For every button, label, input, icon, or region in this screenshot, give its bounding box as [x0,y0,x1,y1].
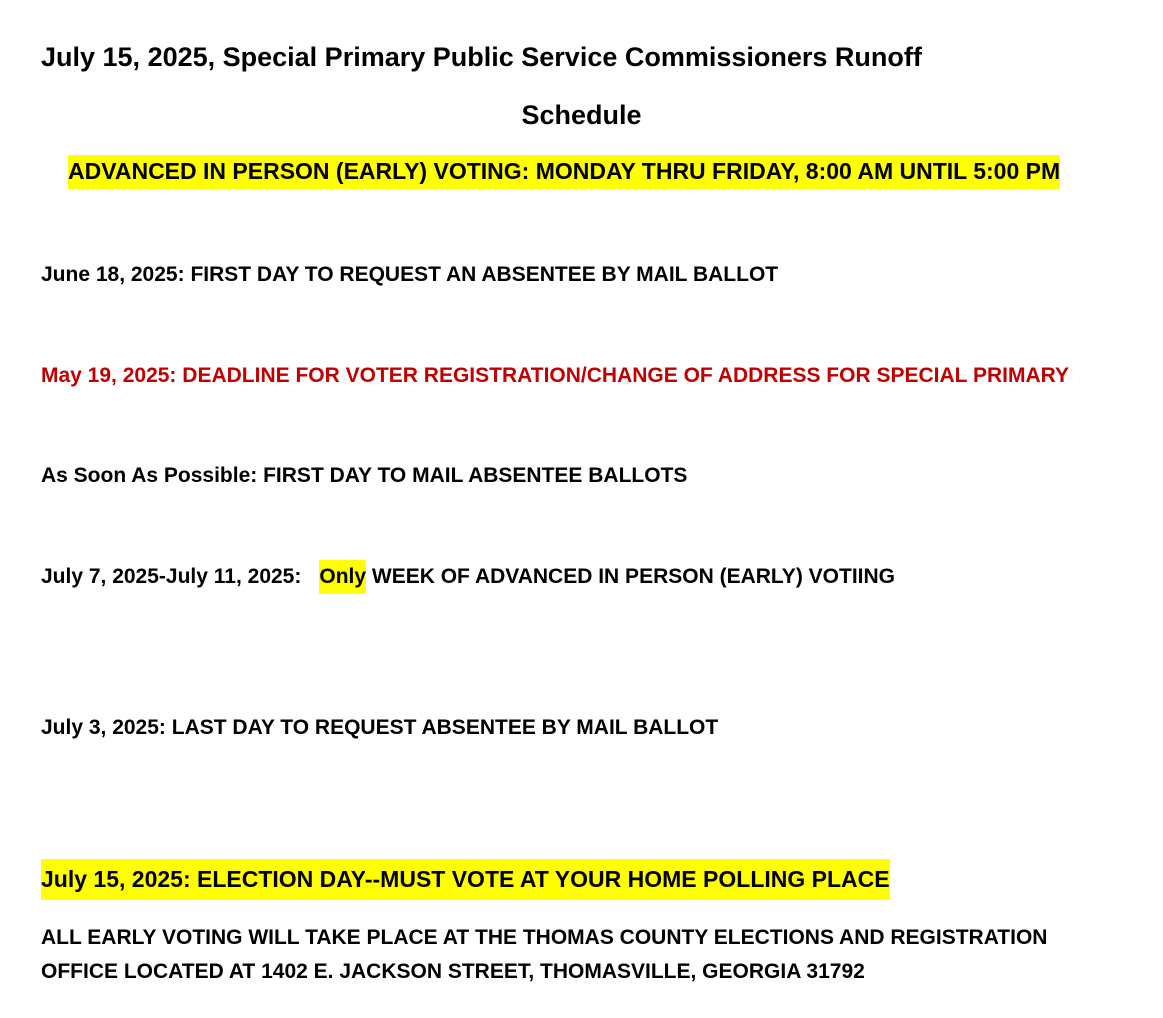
schedule-item-election-day [41,868,890,891]
schedule-item-last-request-day [41,717,718,738]
schedule-item-registration-deadline [41,365,1069,386]
schedule-date: May 19, 2025: [41,364,177,387]
schedule-text: LAST DAY TO REQUEST ABSENTEE BY MAIL BALLOT [171,716,719,739]
schedule-text: MUST VOTE AT YOUR HOME POLLING PLACE [380,859,889,900]
document-subtitle: Schedule [521,100,642,130]
schedule-item-early-voting-week [41,566,895,587]
schedule-highlight: Only [319,560,366,594]
schedule-date: July 3, 2025: [41,716,166,739]
early-voting-hours-banner: ADVANCED IN PERSON (EARLY) VOTING: MONDAY THRU FRIDAY, 8:00 AM UNTIL 5:00 PM [68,155,1060,189]
schedule-date: As Soon As Possible: [41,464,258,487]
schedule-text: FIRST DAY TO REQUEST AN ABSENTEE BY MAIL BALLOT [190,263,779,286]
schedule-date: June 18, 2025: [41,263,185,286]
schedule-date: July 7, 2025-July 11, 2025: [41,565,302,588]
schedule-item-mail-ballots [41,465,687,486]
schedule-item-first-request-day [41,264,778,285]
schedule-text: WEEK OF ADVANCED IN PERSON (EARLY) VOTIING [371,565,895,588]
schedule-text: FIRST DAY TO MAIL ABSENTEE BALLOTS [263,464,688,487]
schedule-date: July 15, 2025: ELECTION DAY [41,859,365,900]
schedule-separator: -- [365,859,380,900]
early-voting-location-note: ALL EARLY VOTING WILL TAKE PLACE AT THE THOMAS COUNTY ELECTIONS AND REGISTRATION OFFICE LOCATED AT 1402 E. JACKSON STREET, THOMASVILLE, GEORGIA 31792 [41,926,1048,983]
schedule-text: DEADLINE FOR VOTER REGISTRATION/CHANGE OF ADDRESS FOR SPECIAL PRIMARY [182,364,1069,387]
document-title: July 15, 2025, Special Primary Public Service Commissioners Runoff [41,42,922,72]
